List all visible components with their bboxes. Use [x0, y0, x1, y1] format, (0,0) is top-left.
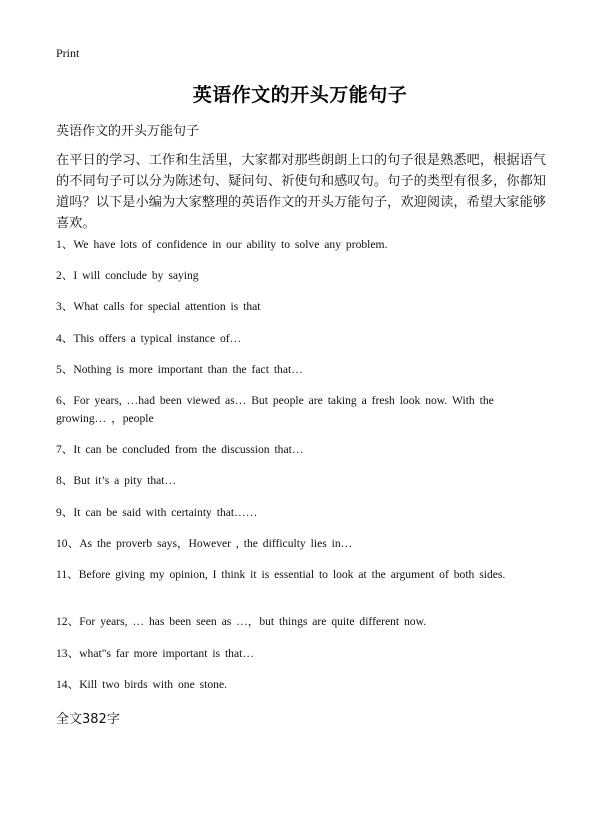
- phrase-item: 13、what"s far more important is that…: [56, 647, 254, 660]
- phrase-item: 8、But it’s a pity that…: [56, 474, 177, 487]
- phrase-item: 3、What calls for special attention is that: [56, 300, 261, 313]
- article-title: 英语作文的开头万能句子: [192, 84, 408, 106]
- phrase-item: 10、As the proverb says，However , the difficulty lies in…: [56, 537, 353, 550]
- intro-paragraph: 在平日的学习、工作和生活里，大家都对那些朗朗上口的句子很是熟悉吧，根据语气的不同句子可以分为陈述句、疑问句、祈使句和感叹句。句子的类型有很多，你都知道吗？以下是小编为大家整理的英语作文的开头万能句子，欢迎阅读，希望大家能够喜欢。: [56, 153, 546, 231]
- phrase-item: 7、It can be concluded from the discussion that…: [56, 443, 304, 456]
- phrase-item: 6、For years, …had been viewed as… But people are taking a fresh look now. With the growing… ，people: [56, 394, 494, 425]
- phrase-item: 14、Kill two birds with one stone.: [56, 678, 228, 691]
- phrase-item: 1、We have lots of confidence in our ability to solve any problem.: [56, 238, 388, 251]
- word-count: 全文382字: [56, 712, 120, 727]
- print-link[interactable]: Print: [56, 46, 80, 60]
- phrase-item: 9、It can be said with certainty that……: [56, 506, 258, 519]
- article-subtitle: 英语作文的开头万能句子: [56, 124, 200, 139]
- phrase-item: 5、Nothing is more important than the fact that…: [56, 363, 303, 376]
- phrase-item: 11、Before giving my opinion, I think it is essential to look at the argument of both sides.: [56, 568, 506, 581]
- phrase-item: 2、I will conclude by saying: [56, 269, 199, 282]
- phrase-item: 12、For years, … has been seen as …，but things are quite different now.: [56, 615, 427, 628]
- phrase-item: 4、This offers a typical instance of…: [56, 332, 242, 345]
